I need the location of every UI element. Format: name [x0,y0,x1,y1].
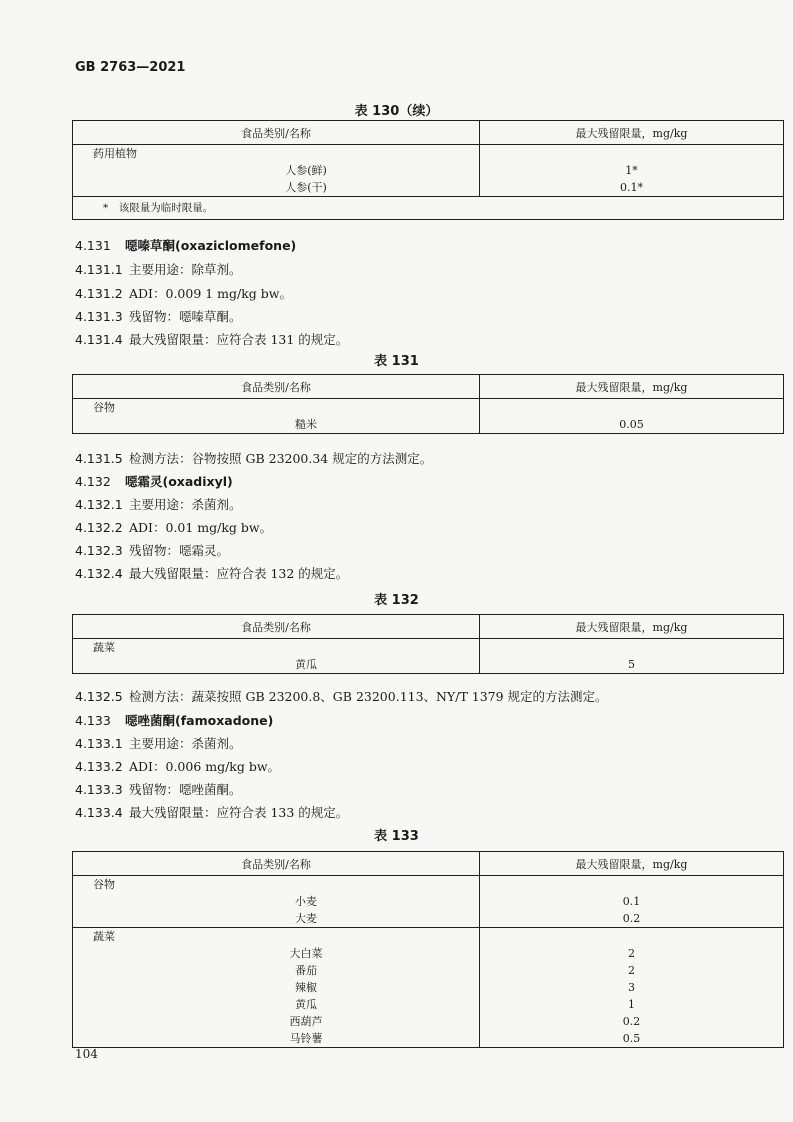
mrl-value: 0.2 [622,912,641,925]
clause-number: 4.132.3 [75,543,123,558]
clause-text: ADI：0.009 1 mg/kg bw。 [129,286,292,301]
table-group [73,399,783,433]
category-label: 蔬菜 [93,641,115,654]
category-label: 谷物 [93,878,115,891]
standard-number-header: GB 2763—2021 [75,60,186,75]
clause-number: 4.133.4 [75,805,123,820]
table-group [73,639,783,673]
section-heading-4-133 [75,711,273,729]
table-header-row [73,375,783,399]
column-header-mrl: 最大残留限量，mg/kg [575,620,688,634]
table-132-caption: 表 132 [374,593,419,608]
clause-text: 残留物：噁霜灵。 [129,543,230,558]
mrl-value: 2 [628,947,635,960]
food-name: 马铃薯 [289,1032,323,1045]
clause-title: 噁嗪草酮(oxaziclomefone) [125,238,297,253]
mrl-value: 0.5 [622,1032,641,1045]
table-header-row [73,615,783,639]
food-name: 黄瓜 [295,998,317,1011]
clause-number: 4.131.3 [75,309,123,324]
clause-text: 主要用途：除草剂。 [129,262,242,277]
clause-title: 噁霜灵(oxadixyl) [125,474,233,489]
mrl-value: 0.1* [620,181,643,194]
food-name: 番茄 [295,964,317,977]
food-name: 西葫芦 [289,1015,323,1028]
clause-number: 4.131 [75,238,111,253]
food-name: 大麦 [295,912,317,925]
clause-line [75,687,608,705]
table-header-row [73,121,783,145]
column-header-food: 食品类别/名称 [73,375,480,398]
category-label: 谷物 [93,401,115,414]
column-header-food: 食品类别/名称 [73,615,480,638]
clause-line [75,307,242,325]
mrl-value: 2 [628,964,635,977]
clause-number: 4.131.5 [75,451,123,466]
food-name: 糙米 [295,418,317,431]
section-heading-4-132 [75,472,233,490]
clause-text: 最大残留限量：应符合表 131 的规定。 [129,332,349,347]
clause-text: 检测方法：谷物按照 GB 23200.34 规定的方法测定。 [129,451,433,466]
mrl-value: 1* [625,164,638,177]
mrl-value: 0.2 [622,1015,641,1028]
clause-number: 4.131.4 [75,332,123,347]
clause-text: 最大残留限量：应符合表 132 的规定。 [129,566,349,581]
clause-line [75,541,229,559]
table-group [73,876,783,927]
clause-number: 4.131.2 [75,286,123,301]
clause-line [75,518,272,536]
food-name: 人参(鲜) [285,164,327,177]
clause-number: 4.133.2 [75,759,123,774]
clause-number: 4.132.5 [75,689,123,704]
food-name: 辣椒 [295,981,317,994]
clause-text: ADI：0.006 mg/kg bw。 [129,759,281,774]
clause-line [75,260,242,278]
category-label: 蔬菜 [93,930,115,943]
clause-number: 4.133.3 [75,782,123,797]
clause-number: 4.133 [75,713,111,728]
table-group [73,927,783,1047]
clause-title: 噁唑菌酮(famoxadone) [125,713,274,728]
clause-line [75,803,348,821]
food-name: 人参(干) [285,181,327,194]
table-footnote: * 该限量为临时限量。 [73,196,783,219]
table-header-row [73,852,783,876]
food-name: 小麦 [295,895,317,908]
clause-line [75,780,242,798]
clause-text: 残留物：噁唑菌酮。 [129,782,242,797]
clause-line [75,330,348,348]
clause-number: 4.133.1 [75,736,123,751]
table-131 [72,374,784,434]
table-133-caption: 表 133 [374,829,419,844]
column-header-mrl: 最大残留限量，mg/kg [575,126,688,140]
clause-number: 4.131.1 [75,262,123,277]
clause-number: 4.132.4 [75,566,123,581]
table-group [73,145,783,196]
category-label: 药用植物 [93,147,137,160]
mrl-value: 3 [628,981,635,994]
table-131-caption: 表 131 [374,354,419,369]
clause-line [75,495,242,513]
table-133 [72,851,784,1048]
table-130 [72,120,784,220]
clause-text: 主要用途：杀菌剂。 [129,736,242,751]
clause-number: 4.132.1 [75,497,123,512]
clause-text: ADI：0.01 mg/kg bw。 [129,520,273,535]
clause-line [75,284,292,302]
column-header-mrl: 最大残留限量，mg/kg [575,857,688,871]
clause-text: 主要用途：杀菌剂。 [129,497,242,512]
mrl-value: 5 [628,658,635,671]
mrl-value: 0.1 [622,895,641,908]
clause-text: 检测方法：蔬菜按照 GB 23200.8、GB 23200.113、NY/T 1379 规定的方法测定。 [129,689,608,704]
mrl-value: 1 [628,998,635,1011]
clause-line [75,734,242,752]
clause-number: 4.132.2 [75,520,123,535]
column-header-food: 食品类别/名称 [73,121,480,144]
column-header-mrl: 最大残留限量，mg/kg [575,380,688,394]
clause-line [75,564,348,582]
table-130-caption: 表 130（续） [354,104,439,119]
column-header-food: 食品类别/名称 [73,852,480,875]
section-heading-4-131 [75,236,296,254]
clause-line [75,757,280,775]
clause-text: 最大残留限量：应符合表 133 的规定。 [129,805,349,820]
food-name: 大白菜 [289,947,323,960]
clause-text: 残留物：噁嗪草酮。 [129,309,242,324]
food-name: 黄瓜 [295,658,317,671]
page-number: 104 [75,1047,98,1061]
clause-line [75,449,432,467]
table-132 [72,614,784,674]
mrl-value: 0.05 [619,418,644,431]
clause-number: 4.132 [75,474,111,489]
